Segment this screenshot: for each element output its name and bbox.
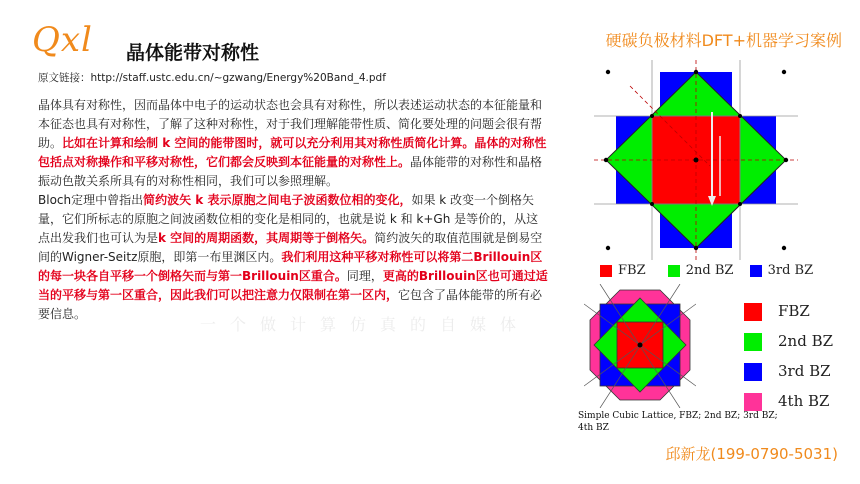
legend-large-fbz-label: FBZ: [778, 302, 810, 320]
origin-point: [638, 343, 643, 348]
legend-large-3rd-label: 3rd BZ: [778, 362, 831, 380]
legend-small-3rd-label: 3rd BZ: [767, 263, 814, 278]
lattice-point: [650, 114, 654, 118]
paragraph-2: [38, 191, 550, 324]
legend-large: [744, 296, 833, 416]
lattice-point: [694, 158, 699, 163]
lattice-point: [784, 158, 788, 162]
lattice-point: [738, 202, 742, 206]
bz-2d-figure: [590, 56, 802, 264]
org-label: 硬碳负极材料DFT+机器学习案例: [605, 31, 842, 50]
figure-caption: Simple Cubic Lattice, FBZ; 2nd BZ; 3rd BZ; 4th BZ: [578, 411, 778, 433]
legend-large-4th-label: 4th BZ: [778, 392, 830, 410]
lattice-point: [782, 70, 786, 74]
p1-text-1: 晶体具有对称性，因而晶体中电子的运动状态也会具有对称性，所以表述运动状态的本征能量和本征态也具有对称性，了解了这种对称性，对于我们理解能带性质、简化要处理的问题会很有帮助。: [38, 98, 543, 150]
logo: Qxl: [32, 20, 93, 60]
legend-small: [600, 263, 813, 278]
legend-large-3rd: [744, 356, 833, 386]
swatch-3rd-large: [744, 363, 762, 381]
swatch-3rd: [750, 265, 762, 277]
legend-small-fbz-label: FBZ: [618, 263, 646, 278]
lattice-point: [604, 158, 608, 162]
p1-text-2: 晶体能带的对称性和晶格振动色散关系所具有的对称性相同，我们可以参照理解。: [38, 155, 543, 188]
p2-highlight-2: k 空间的周期函数，其周期等于倒格矢。: [158, 231, 375, 245]
swatch-4th-large: [744, 393, 762, 411]
source-link[interactable]: 原文链接：http://staff.ustc.edu.cn/~gzwang/Energy%20Band_4.pdf: [38, 72, 386, 84]
p2-highlight-4: 更高的Brillouin区也可通过适当的平移与第一区重合，因此我们可以把注意力仅限制在第一区内，: [38, 269, 548, 302]
lattice-point: [782, 246, 786, 250]
swatch-fbz-large: [744, 303, 762, 321]
legend-small-2nd-label: 2nd BZ: [685, 263, 734, 278]
p2-text-4: 同理，: [346, 269, 383, 283]
contact-info: 邱新龙(199-0790-5031): [665, 445, 838, 463]
swatch-2nd: [668, 265, 680, 277]
legend-small-fbz: [600, 263, 646, 278]
p2-highlight-1: 简约波矢 k 表示原胞之间电子波函数位相的变化，: [143, 193, 412, 207]
legend-large-2nd-label: 2nd BZ: [778, 332, 834, 350]
legend-small-3rd: [750, 263, 814, 278]
lattice-point: [738, 114, 742, 118]
lattice-point: [694, 246, 698, 250]
lattice-point: [606, 70, 610, 74]
p2-text-3: 简约波矢的取值范围就是倒易空间的Wigner-Seitz原胞，即第一布里渊区内。: [38, 231, 543, 264]
paragraph-1: [38, 96, 550, 191]
lattice-point: [650, 202, 654, 206]
legend-large-2nd: [744, 326, 833, 356]
lattice-point: [694, 70, 698, 74]
bz-cubic-figure: [584, 284, 696, 408]
p1-highlight: 比如在计算和绘制 k 空间的能带图时，就可以充分利用其对称性质简化计算。晶体的对称性包括点对称操作和平移对称性，它们都会反映到本征能量的对称性上。: [38, 136, 547, 169]
page-title: 晶体能带对称性: [126, 42, 260, 64]
p2-text-1: Bloch定理中曾指出: [38, 193, 144, 207]
swatch-fbz: [600, 265, 612, 277]
p2-text-2: 如果 k 改变一个倒格矢量，它们所标志的原胞之间波函数位相的变化是相同的，也就是说 k 和 k+Gh 是等价的，从这点出发我们也可认为是: [38, 193, 539, 245]
p2-highlight-3: 我们利用这种平移对称性可以将第二Brillouin区的每一块各自平移一个倒格矢而与第一Brillouin区重合。: [38, 250, 543, 283]
lattice-point: [606, 246, 610, 250]
swatch-2nd-large: [744, 333, 762, 351]
p2-text-5: 它包含了晶体能带的所有必要信息。: [38, 288, 543, 321]
watermark: 一个做计算仿真的自媒体: [200, 315, 531, 334]
legend-large-fbz: [744, 296, 833, 326]
legend-small-2nd: [668, 263, 734, 278]
